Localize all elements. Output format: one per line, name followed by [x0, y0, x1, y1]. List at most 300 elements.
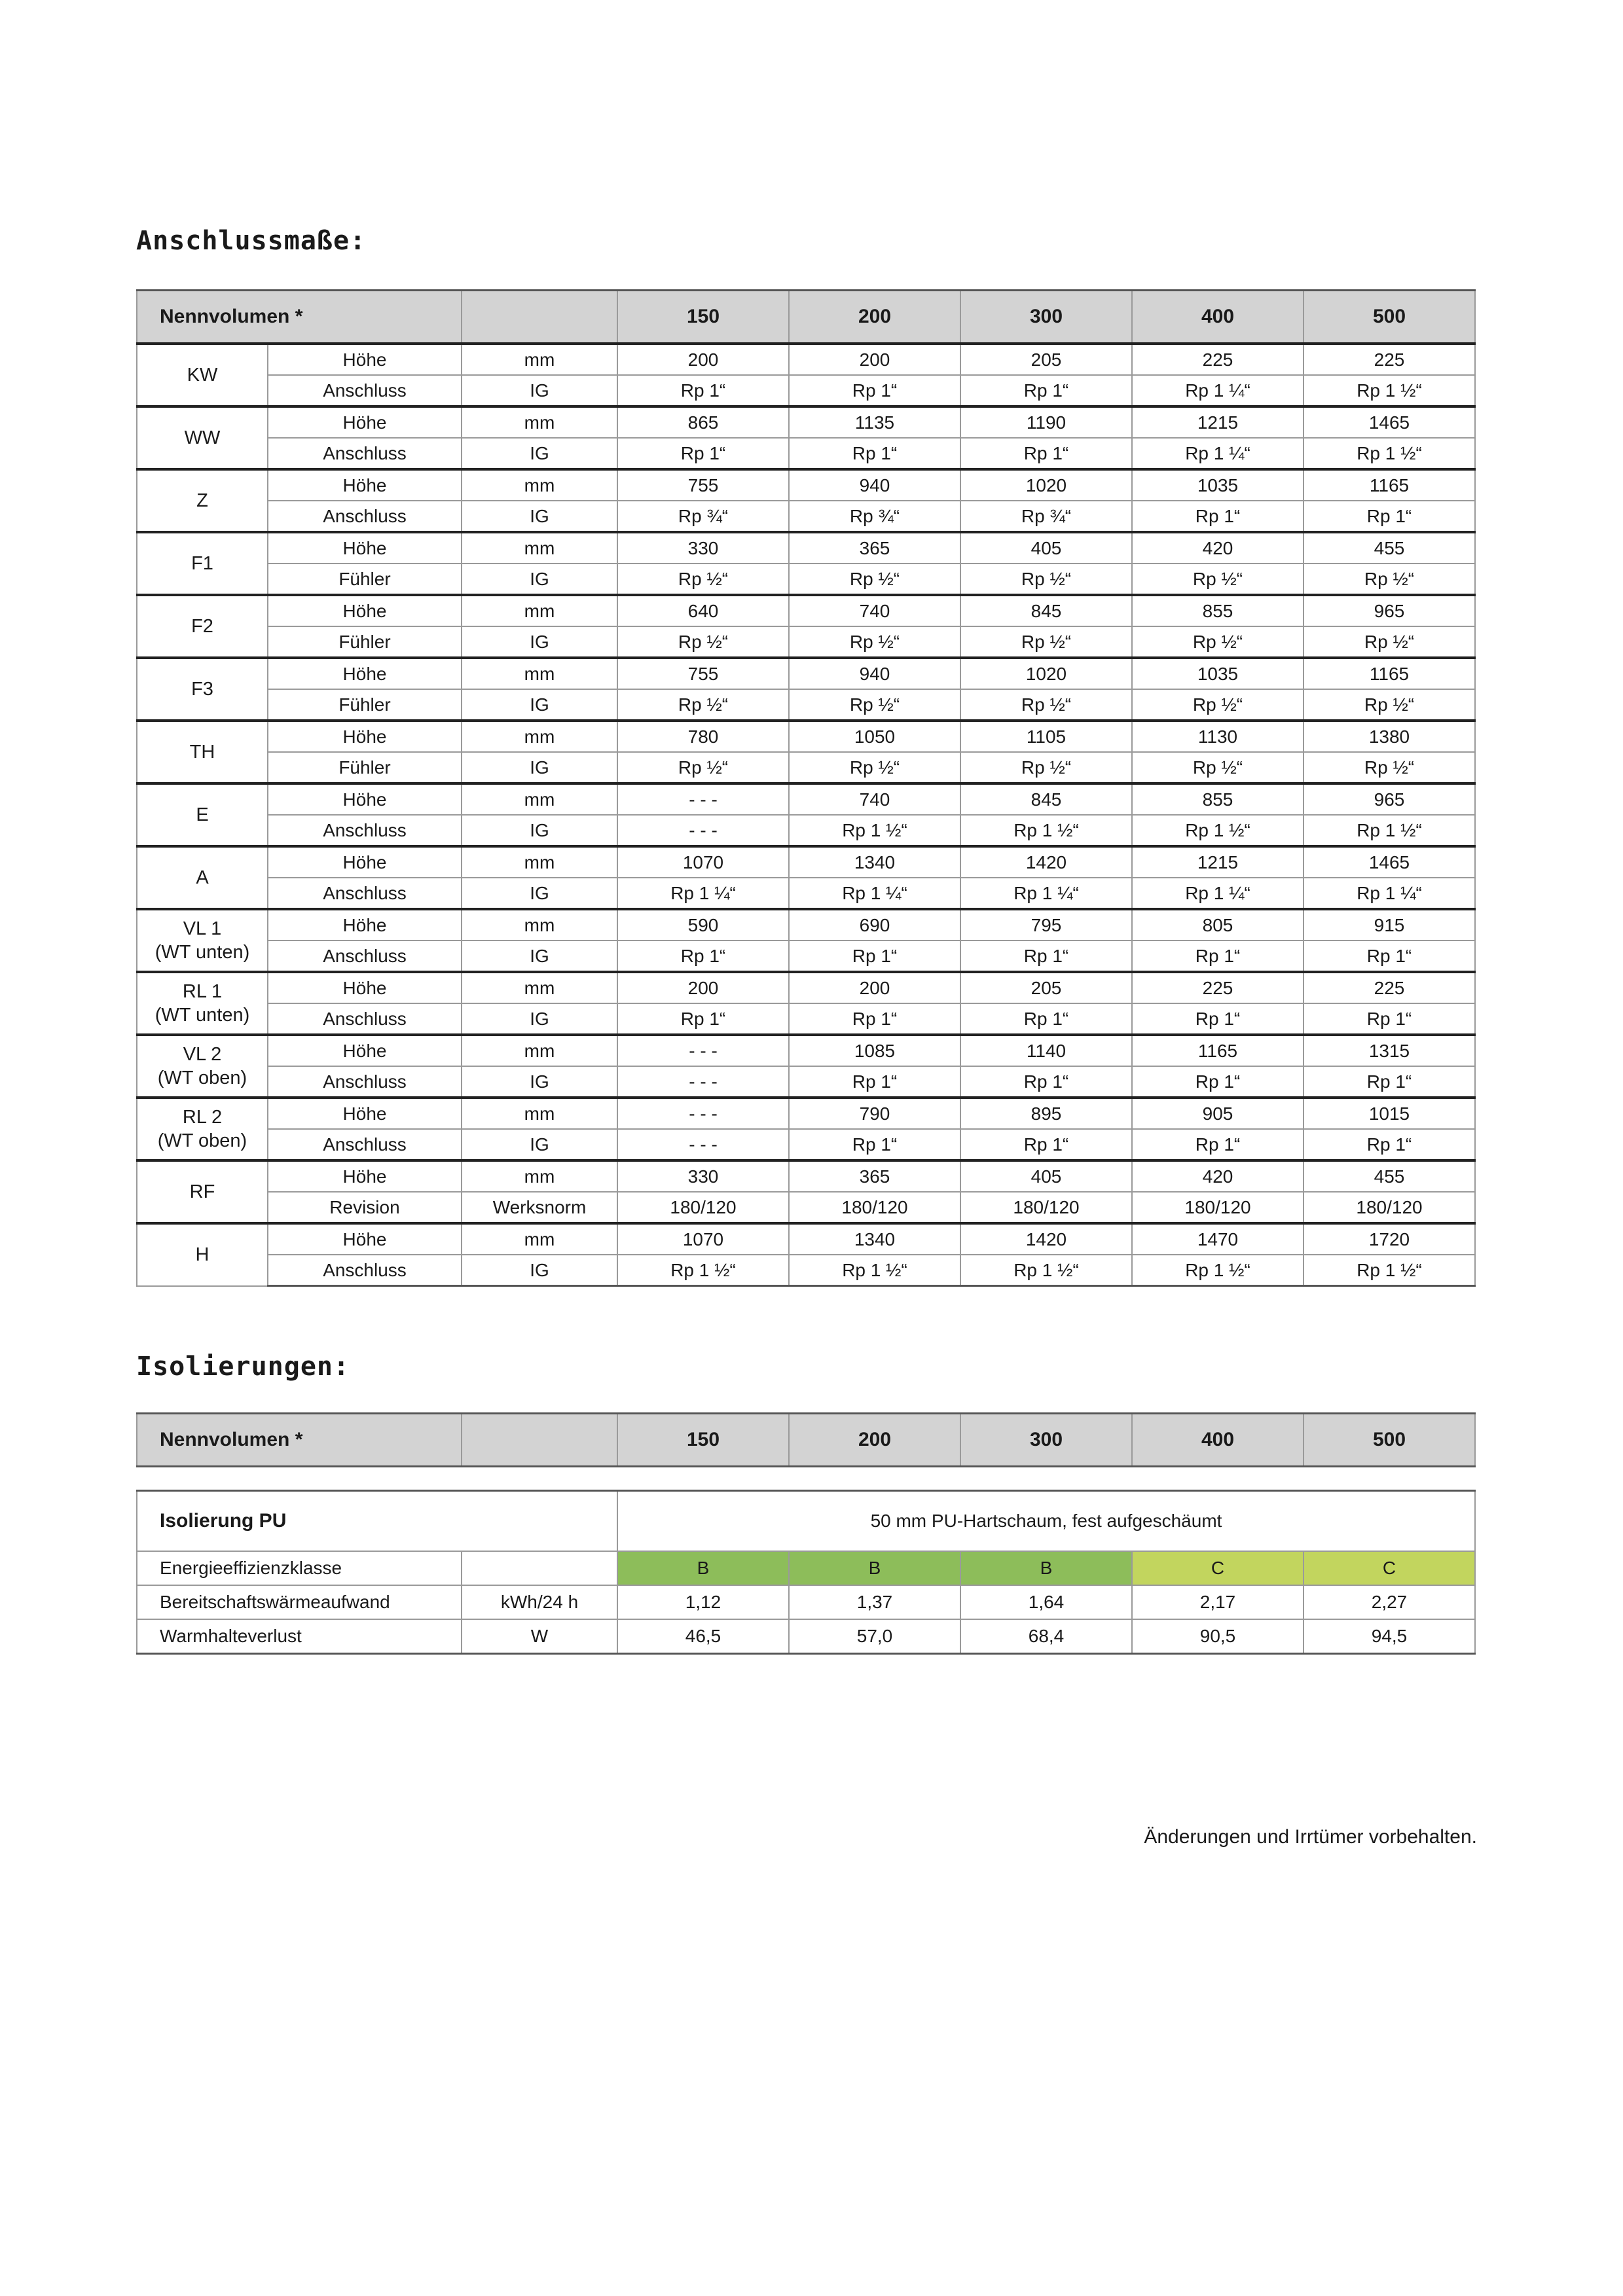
- row-unit: IG: [462, 689, 617, 721]
- connection-code-line: RL 2: [182, 1107, 223, 1128]
- row-label: Höhe: [268, 406, 462, 438]
- row-label: Fühler: [268, 689, 462, 721]
- value-cell: 68,4: [960, 1619, 1132, 1654]
- value-cell: 180/120: [617, 1192, 789, 1223]
- value-cell: - - -: [617, 783, 789, 815]
- connection-code-line: KW: [187, 365, 218, 386]
- connection-code: [137, 595, 268, 658]
- row-label: Anschluss: [268, 375, 462, 406]
- value-cell: Rp 1“: [1132, 941, 1304, 972]
- value-cell: - - -: [617, 1098, 789, 1129]
- value-cell: Rp 1“: [617, 941, 789, 972]
- row-unit: Werksnorm: [462, 1192, 617, 1223]
- table-row: [137, 375, 1475, 406]
- value-cell: Rp 1 ½“: [960, 815, 1132, 846]
- value-cell: 1035: [1132, 469, 1304, 501]
- value-cell: 420: [1132, 1160, 1304, 1192]
- volume-header: 500: [1304, 291, 1475, 344]
- value-cell: Rp 1 ¼“: [960, 878, 1132, 909]
- value-cell: 2,17: [1132, 1585, 1304, 1619]
- value-cell: 740: [789, 595, 960, 626]
- value-cell: Rp ½“: [960, 564, 1132, 595]
- energy-class-cell: C: [1132, 1551, 1304, 1585]
- value-cell: 1165: [1304, 658, 1475, 689]
- value-cell: Rp 1“: [1132, 1129, 1304, 1160]
- volume-header: 200: [789, 291, 960, 344]
- value-cell: 1070: [617, 1223, 789, 1255]
- value-cell: Rp 1“: [960, 941, 1132, 972]
- row-label: Höhe: [268, 595, 462, 626]
- value-cell: - - -: [617, 1129, 789, 1160]
- connection-code-line: Z: [196, 490, 208, 511]
- row-unit: W: [462, 1619, 617, 1654]
- row-unit: mm: [462, 1223, 617, 1255]
- value-cell: 780: [617, 721, 789, 752]
- row-label: Höhe: [268, 972, 462, 1003]
- table-row: [137, 1223, 1475, 1255]
- row-unit: mm: [462, 344, 617, 375]
- connection-code-line: VL 2: [183, 1044, 222, 1065]
- row-unit: mm: [462, 1098, 617, 1129]
- value-cell: 46,5: [617, 1619, 789, 1654]
- energy-class-unit: [462, 1551, 617, 1585]
- table-row: [137, 1098, 1475, 1129]
- connection-code-line: TH: [189, 742, 215, 762]
- anschluss-table: [136, 289, 1476, 1287]
- table-row: [137, 1160, 1475, 1192]
- row-unit: mm: [462, 658, 617, 689]
- value-cell: 1470: [1132, 1223, 1304, 1255]
- value-cell: 180/120: [1132, 1192, 1304, 1223]
- value-cell: Rp 1“: [617, 375, 789, 406]
- value-cell: Rp 1 ½“: [960, 1255, 1132, 1286]
- table-row: [137, 564, 1475, 595]
- value-cell: 180/120: [1304, 1192, 1475, 1223]
- energy-class-cell: C: [1304, 1551, 1475, 1585]
- row-label: Höhe: [268, 1035, 462, 1066]
- row-unit: mm: [462, 595, 617, 626]
- value-cell: Rp ½“: [789, 626, 960, 658]
- row-unit: IG: [462, 1003, 617, 1035]
- value-cell: 1420: [960, 1223, 1132, 1255]
- value-cell: 965: [1304, 595, 1475, 626]
- table-row: [137, 815, 1475, 846]
- nennvolumen-header: Nennvolumen *: [137, 291, 462, 344]
- value-cell: 1020: [960, 658, 1132, 689]
- value-cell: 1070: [617, 846, 789, 878]
- row-unit: IG: [462, 438, 617, 469]
- table-row: [137, 689, 1475, 721]
- value-cell: 1085: [789, 1035, 960, 1066]
- row-label: Anschluss: [268, 1003, 462, 1035]
- value-cell: 200: [617, 972, 789, 1003]
- value-cell: 225: [1304, 972, 1475, 1003]
- connection-code-line: (WT unten): [155, 1005, 250, 1026]
- value-cell: 180/120: [789, 1192, 960, 1223]
- row-label: Anschluss: [268, 501, 462, 532]
- value-cell: 755: [617, 469, 789, 501]
- value-cell: 640: [617, 595, 789, 626]
- value-cell: Rp 1 ½“: [1304, 815, 1475, 846]
- value-cell: Rp 1 ½“: [1304, 375, 1475, 406]
- value-cell: 805: [1132, 909, 1304, 941]
- value-cell: Rp 1“: [1132, 1066, 1304, 1098]
- value-cell: Rp ½“: [1304, 689, 1475, 721]
- value-cell: 1035: [1132, 658, 1304, 689]
- value-cell: Rp 1“: [960, 375, 1132, 406]
- connection-code-line: F1: [191, 553, 213, 574]
- table-row: [137, 1003, 1475, 1035]
- connection-code: [137, 909, 268, 972]
- connection-code: [137, 406, 268, 469]
- value-cell: 865: [617, 406, 789, 438]
- value-cell: 365: [789, 1160, 960, 1192]
- value-cell: Rp ½“: [789, 689, 960, 721]
- energy-class-cell: B: [960, 1551, 1132, 1585]
- row-label: Höhe: [268, 532, 462, 564]
- value-cell: 1015: [1304, 1098, 1475, 1129]
- value-cell: 1465: [1304, 406, 1475, 438]
- table-row: [137, 1255, 1475, 1286]
- anschluss-title: Anschlussmaße:: [136, 226, 367, 256]
- value-cell: Rp 1“: [1304, 941, 1475, 972]
- table-row: [137, 783, 1475, 815]
- table-row: [137, 752, 1475, 783]
- heat-loss-row: [137, 1619, 1475, 1654]
- value-cell: 965: [1304, 783, 1475, 815]
- value-cell: Rp ½“: [1132, 689, 1304, 721]
- value-cell: - - -: [617, 1066, 789, 1098]
- row-unit: IG: [462, 1066, 617, 1098]
- unit-header: [462, 291, 617, 344]
- row-label: Warmhalteverlust: [137, 1619, 462, 1654]
- value-cell: 590: [617, 909, 789, 941]
- value-cell: Rp 1“: [960, 1003, 1132, 1035]
- value-cell: 200: [617, 344, 789, 375]
- disclaimer-footnote: Änderungen und Irrtümer vorbehalten.: [1144, 1826, 1477, 1848]
- value-cell: Rp ¾“: [789, 501, 960, 532]
- table-row: [137, 1192, 1475, 1223]
- row-unit: mm: [462, 532, 617, 564]
- row-label: Anschluss: [268, 878, 462, 909]
- value-cell: Rp 1“: [960, 438, 1132, 469]
- connection-code-line: (WT oben): [157, 1067, 247, 1088]
- value-cell: Rp ½“: [617, 689, 789, 721]
- value-cell: 1050: [789, 721, 960, 752]
- value-cell: Rp ¾“: [617, 501, 789, 532]
- connection-code-line: F3: [191, 679, 213, 700]
- connection-code-line: (WT unten): [155, 942, 250, 963]
- value-cell: 2,27: [1304, 1585, 1475, 1619]
- volume-header: 200: [789, 1414, 960, 1467]
- value-cell: Rp 1 ½“: [1132, 1255, 1304, 1286]
- row-label: Revision: [268, 1192, 462, 1223]
- connection-code: [137, 344, 268, 406]
- value-cell: 94,5: [1304, 1619, 1475, 1654]
- table-row: [137, 972, 1475, 1003]
- value-cell: - - -: [617, 815, 789, 846]
- volume-header: 400: [1132, 291, 1304, 344]
- value-cell: 855: [1132, 595, 1304, 626]
- value-cell: 905: [1132, 1098, 1304, 1129]
- value-cell: 845: [960, 783, 1132, 815]
- connection-code-line: F2: [191, 616, 213, 637]
- value-cell: 1,12: [617, 1585, 789, 1619]
- value-cell: Rp 1 ½“: [789, 815, 960, 846]
- energy-class-cell: B: [617, 1551, 789, 1585]
- value-cell: 1720: [1304, 1223, 1475, 1255]
- value-cell: Rp ½“: [960, 626, 1132, 658]
- volume-header: 150: [617, 1414, 789, 1467]
- value-cell: 790: [789, 1098, 960, 1129]
- value-cell: 205: [960, 972, 1132, 1003]
- connection-code: [137, 1035, 268, 1098]
- value-cell: Rp 1“: [1304, 1129, 1475, 1160]
- volume-header: 400: [1132, 1414, 1304, 1467]
- value-cell: 895: [960, 1098, 1132, 1129]
- value-cell: 420: [1132, 532, 1304, 564]
- value-cell: Rp 1“: [617, 1003, 789, 1035]
- value-cell: Rp 1“: [1132, 1003, 1304, 1035]
- table-row: [137, 406, 1475, 438]
- value-cell: Rp 1“: [960, 1129, 1132, 1160]
- row-label: Anschluss: [268, 438, 462, 469]
- value-cell: 455: [1304, 1160, 1475, 1192]
- value-cell: 405: [960, 1160, 1132, 1192]
- value-cell: 1020: [960, 469, 1132, 501]
- value-cell: 1315: [1304, 1035, 1475, 1066]
- row-label: Anschluss: [268, 1066, 462, 1098]
- value-cell: 57,0: [789, 1619, 960, 1654]
- row-unit: IG: [462, 878, 617, 909]
- table-row: [137, 941, 1475, 972]
- row-label: Höhe: [268, 783, 462, 815]
- row-label: Höhe: [268, 1223, 462, 1255]
- row-label: Höhe: [268, 469, 462, 501]
- table-row: [137, 1035, 1475, 1066]
- row-unit: mm: [462, 1160, 617, 1192]
- insulation-description: 50 mm PU-Hartschaum, fest aufgeschäumt: [617, 1491, 1475, 1552]
- value-cell: Rp 1“: [789, 941, 960, 972]
- value-cell: - - -: [617, 1035, 789, 1066]
- row-label: Fühler: [268, 626, 462, 658]
- unit-header: [462, 1414, 617, 1467]
- connection-code-line: E: [196, 804, 209, 825]
- value-cell: Rp 1 ¼“: [1132, 438, 1304, 469]
- value-cell: 200: [789, 344, 960, 375]
- value-cell: Rp ½“: [617, 626, 789, 658]
- row-unit: mm: [462, 909, 617, 941]
- value-cell: 1215: [1132, 406, 1304, 438]
- value-cell: Rp ½“: [1304, 564, 1475, 595]
- value-cell: 180/120: [960, 1192, 1132, 1223]
- connection-code: [137, 721, 268, 783]
- table-row: [137, 532, 1475, 564]
- value-cell: 1,64: [960, 1585, 1132, 1619]
- insulation-row: [137, 1491, 1475, 1552]
- value-cell: Rp ½“: [617, 564, 789, 595]
- row-unit: IG: [462, 1255, 617, 1286]
- row-unit: IG: [462, 941, 617, 972]
- value-cell: 795: [960, 909, 1132, 941]
- value-cell: 740: [789, 783, 960, 815]
- row-label: Anschluss: [268, 1255, 462, 1286]
- row-label: Höhe: [268, 658, 462, 689]
- row-unit: mm: [462, 972, 617, 1003]
- connection-code-line: (WT oben): [157, 1130, 247, 1151]
- value-cell: Rp 1“: [1304, 1066, 1475, 1098]
- volume-header: 300: [960, 291, 1132, 344]
- value-cell: Rp 1“: [789, 1066, 960, 1098]
- row-label: Anschluss: [268, 1129, 462, 1160]
- value-cell: 90,5: [1132, 1619, 1304, 1654]
- value-cell: 1380: [1304, 721, 1475, 752]
- table-row: [137, 438, 1475, 469]
- value-cell: Rp 1 ¼“: [1304, 878, 1475, 909]
- row-label: Fühler: [268, 564, 462, 595]
- value-cell: Rp ½“: [789, 752, 960, 783]
- value-cell: Rp 1“: [789, 438, 960, 469]
- value-cell: Rp ¾“: [960, 501, 1132, 532]
- value-cell: 225: [1132, 344, 1304, 375]
- energy-class-row: [137, 1551, 1475, 1585]
- row-label: Höhe: [268, 721, 462, 752]
- isolierungen-table: [136, 1412, 1476, 1655]
- value-cell: 205: [960, 344, 1132, 375]
- value-cell: Rp 1 ½“: [789, 1255, 960, 1286]
- value-cell: 845: [960, 595, 1132, 626]
- volume-header: 500: [1304, 1414, 1475, 1467]
- table-row: [137, 595, 1475, 626]
- table-row: [137, 909, 1475, 941]
- row-label: Anschluss: [268, 941, 462, 972]
- table-row: [137, 1129, 1475, 1160]
- table-row: [137, 658, 1475, 689]
- value-cell: 1165: [1304, 469, 1475, 501]
- value-cell: 1190: [960, 406, 1132, 438]
- volume-header: 300: [960, 1414, 1132, 1467]
- row-unit: IG: [462, 626, 617, 658]
- row-unit: IG: [462, 815, 617, 846]
- row-label: Höhe: [268, 909, 462, 941]
- value-cell: 200: [789, 972, 960, 1003]
- energy-class-cell: B: [789, 1551, 960, 1585]
- row-unit: kWh/24 h: [462, 1585, 617, 1619]
- connection-code: [137, 972, 268, 1035]
- row-label: Fühler: [268, 752, 462, 783]
- value-cell: Rp 1“: [789, 375, 960, 406]
- connection-code: [137, 1098, 268, 1160]
- value-cell: Rp 1 ¼“: [1132, 375, 1304, 406]
- value-cell: Rp ½“: [617, 752, 789, 783]
- connection-code: [137, 783, 268, 846]
- row-unit: mm: [462, 1035, 617, 1066]
- value-cell: 855: [1132, 783, 1304, 815]
- value-cell: 940: [789, 658, 960, 689]
- value-cell: Rp 1 ¼“: [617, 878, 789, 909]
- value-cell: Rp ½“: [1304, 752, 1475, 783]
- connection-code-line: H: [195, 1244, 210, 1266]
- table-row: [137, 1066, 1475, 1098]
- connection-code-line: RL 1: [182, 981, 223, 1002]
- table-row: [137, 878, 1475, 909]
- connection-code: [137, 532, 268, 595]
- value-cell: 690: [789, 909, 960, 941]
- connection-code: [137, 658, 268, 721]
- value-cell: Rp 1“: [789, 1129, 960, 1160]
- connection-code-line: VL 1: [183, 918, 222, 939]
- table-row: [137, 501, 1475, 532]
- row-label: Höhe: [268, 1098, 462, 1129]
- table-row: [137, 344, 1475, 375]
- value-cell: Rp 1“: [617, 438, 789, 469]
- row-unit: IG: [462, 501, 617, 532]
- value-cell: 1465: [1304, 846, 1475, 878]
- value-cell: Rp 1“: [1304, 1003, 1475, 1035]
- value-cell: Rp ½“: [960, 689, 1132, 721]
- row-unit: IG: [462, 752, 617, 783]
- value-cell: 1140: [960, 1035, 1132, 1066]
- connection-code: [137, 846, 268, 909]
- row-label: Bereitschaftswärmeaufwand: [137, 1585, 462, 1619]
- value-cell: Rp 1“: [1304, 501, 1475, 532]
- volume-header: 150: [617, 291, 789, 344]
- row-unit: IG: [462, 564, 617, 595]
- energy-class-label: Energieeffizienzklasse: [137, 1551, 462, 1585]
- value-cell: Rp ½“: [960, 752, 1132, 783]
- isolierungen-spacer: [137, 1467, 1475, 1491]
- value-cell: Rp ½“: [1132, 752, 1304, 783]
- row-label: Höhe: [268, 846, 462, 878]
- connection-code: [137, 1160, 268, 1223]
- value-cell: Rp 1 ½“: [1132, 815, 1304, 846]
- insulation-label: Isolierung PU: [137, 1491, 617, 1552]
- connection-code-line: WW: [184, 427, 221, 448]
- table-row: [137, 626, 1475, 658]
- value-cell: 225: [1304, 344, 1475, 375]
- standby-heat-row: [137, 1585, 1475, 1619]
- connection-code-line: A: [196, 867, 209, 888]
- value-cell: Rp ½“: [1132, 626, 1304, 658]
- value-cell: 330: [617, 1160, 789, 1192]
- row-unit: mm: [462, 783, 617, 815]
- table-row: [137, 721, 1475, 752]
- value-cell: 1420: [960, 846, 1132, 878]
- value-cell: 330: [617, 532, 789, 564]
- isolierungen-header-row: [137, 1414, 1475, 1467]
- value-cell: 1340: [789, 846, 960, 878]
- value-cell: Rp 1“: [1132, 501, 1304, 532]
- value-cell: 1165: [1132, 1035, 1304, 1066]
- value-cell: Rp ½“: [1304, 626, 1475, 658]
- row-unit: mm: [462, 846, 617, 878]
- connection-code: [137, 469, 268, 532]
- value-cell: 405: [960, 532, 1132, 564]
- value-cell: Rp ½“: [1132, 564, 1304, 595]
- row-label: Höhe: [268, 344, 462, 375]
- isolierungen-title: Isolierungen:: [136, 1352, 350, 1382]
- value-cell: 755: [617, 658, 789, 689]
- table-row: [137, 469, 1475, 501]
- row-unit: mm: [462, 721, 617, 752]
- value-cell: Rp 1“: [960, 1066, 1132, 1098]
- value-cell: Rp 1 ½“: [1304, 1255, 1475, 1286]
- value-cell: Rp 1 ½“: [617, 1255, 789, 1286]
- row-unit: IG: [462, 1129, 617, 1160]
- value-cell: 365: [789, 532, 960, 564]
- value-cell: 1340: [789, 1223, 960, 1255]
- value-cell: 1215: [1132, 846, 1304, 878]
